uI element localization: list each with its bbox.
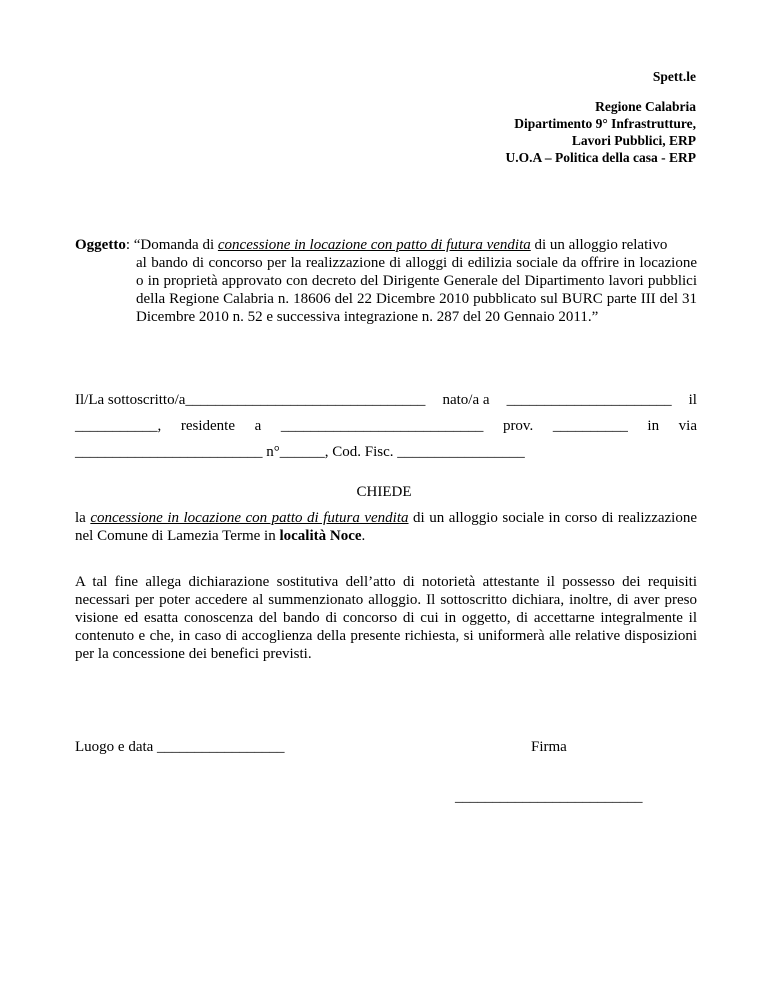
addressee-line-department: Dipartimento 9° Infrastrutture, (514, 116, 696, 131)
request-end: . (361, 528, 366, 544)
residence-label: residente (180, 418, 235, 434)
declarant-line-3[interactable]: _________________________ n°______, Cod. Fisc. _________________ (75, 444, 525, 460)
birthdate-field[interactable]: ___________, (75, 418, 162, 434)
addressee-line-works: Lavori Pubblici, ERP (571, 133, 696, 148)
request-heading: CHIEDE (356, 484, 412, 500)
province-label: prov. (502, 418, 534, 434)
declarant-name-field[interactable]: Il/La sottoscritto/a________________________________ (75, 392, 426, 408)
residence-a-label: a (254, 418, 262, 434)
birthplace-field[interactable]: ______________________ (506, 392, 672, 408)
declarant-line-1 (75, 391, 697, 409)
province-field[interactable]: __________ (552, 418, 628, 434)
request-paragraph (75, 509, 697, 545)
signature-label: Firma (531, 739, 567, 755)
street-in-label: in (647, 418, 660, 434)
subject-open: : “Domanda di (125, 237, 218, 253)
subject-paragraph (75, 236, 697, 326)
subject-emphasis: concessione in locazione con patto di futura vendita (217, 237, 531, 253)
request-location: località Noce (279, 528, 362, 544)
street-via-label: via (678, 418, 697, 434)
residence-field[interactable]: ___________________________ (280, 418, 484, 434)
request-emphasis: concessione in locazione con patto di futura vendita (90, 510, 409, 526)
birthdate-label: il (688, 392, 697, 408)
request-pre: la (75, 510, 91, 526)
birthplace-label: nato/a a (442, 392, 490, 408)
addressee-line-region: Regione Calabria (595, 99, 696, 114)
subject-body: al bando di concorso per la realizzazione di alloggi di edilizia sociale da offrire in locazione o in proprietà approvato con decreto del Dirigente Generale del Dipartimento lavori pubblici della Regione Calabria n. 18606 del 22 Dicembre 2010 pubblicato sul BURC parte III del 31 Dicembre 2010 n. 52 e successiva integrazione n. 287 del 20 Gennaio 2011.” (136, 255, 697, 325)
signature-line[interactable]: _________________________ (455, 789, 643, 805)
place-date-field[interactable]: Luogo e data _________________ (75, 739, 285, 755)
addressee-block (506, 98, 696, 166)
attachment-paragraph: A tal fine allega dichiarazione sostitutiva dell’atto di notorietà attestante il possesso dei requisiti necessari per poter accedere al summenzionato alloggio. Il sottoscritto dichiara, inoltre, di aver preso visione ed esatta conoscenza del bando di concorso di cui in oggetto, di accettarne integralmente il contenuto e che, in caso di accoglienza della presente richiesta, si uniformerà alle relative disposizioni per la concessione dei benefici previsti. (75, 574, 697, 662)
subject-first-rest: di un alloggio relativo (530, 237, 668, 253)
subject-label: Oggetto (75, 237, 126, 253)
salutation: Spett.le (652, 69, 696, 84)
declarant-line-2 (75, 417, 697, 435)
request-mid: di un alloggio sociale in corso di realizzazione nel Comune di Lamezia Terme in (75, 510, 698, 544)
addressee-line-office: U.O.A – Politica della casa - ERP (505, 150, 696, 165)
